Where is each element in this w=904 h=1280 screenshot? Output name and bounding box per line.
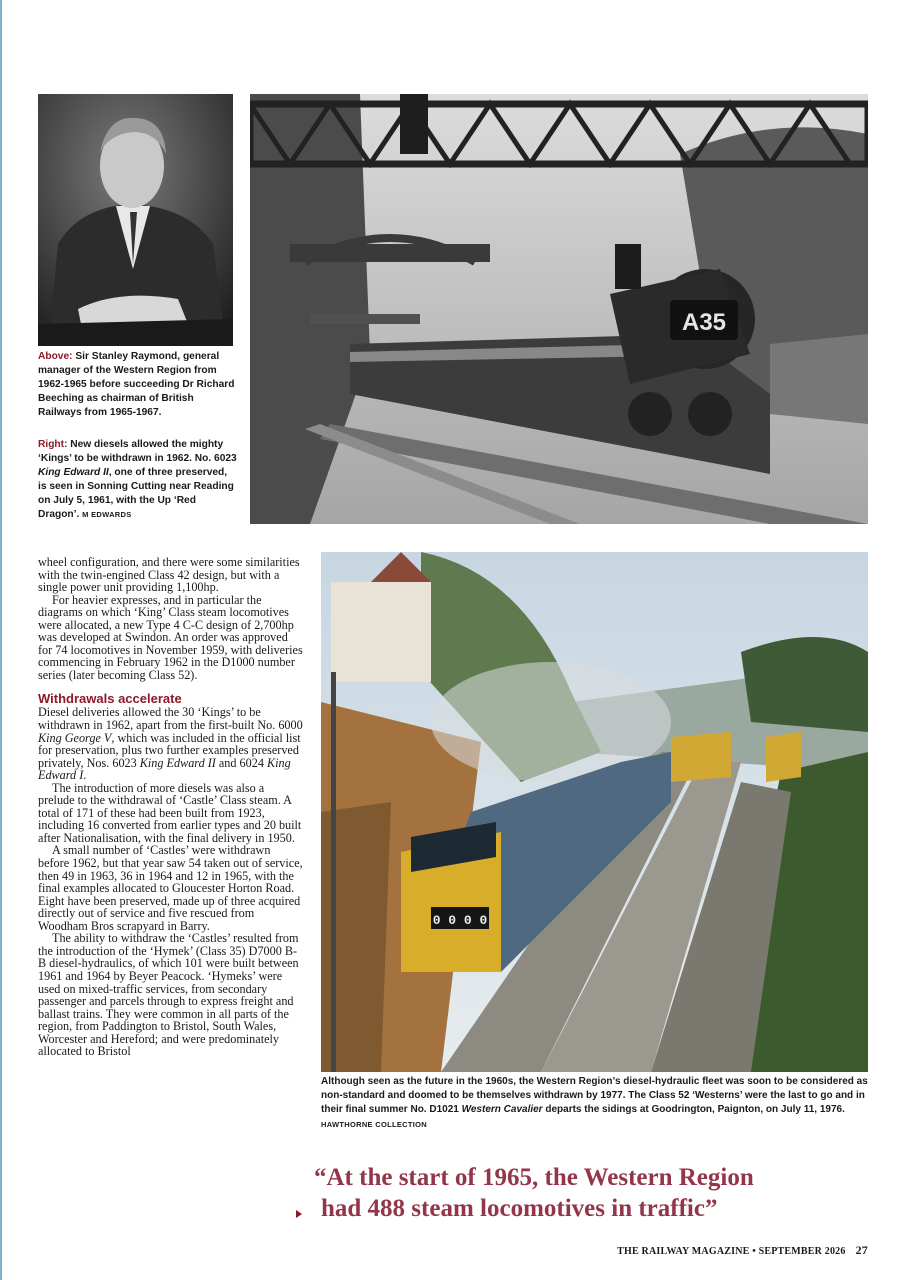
caption-diesel	[321, 1075, 868, 1132]
paragraph-3-italic-3: King Edward I	[38, 755, 291, 783]
steam-headboard-text: A35	[681, 309, 727, 336]
pull-quote-line-1: “At the start of 1965, the Western Region	[314, 1164, 754, 1191]
caption-right-credit: M EDWARDS	[82, 510, 132, 519]
page-edge-line	[0, 0, 2, 1280]
page-number: 27	[855, 1243, 868, 1257]
paragraph-3-part-d: .	[83, 768, 87, 783]
diesel-locomotive-photo	[321, 552, 868, 1072]
pull-quote-arrow-icon	[296, 1210, 302, 1218]
caption-above-lead: Above:	[38, 351, 73, 362]
caption-right-text2: , one of three preserved, is seen in Sonning Cutting near Reading on July 5, 1961, with the Up ‘Red Dragon’.	[38, 467, 234, 520]
paragraph-3-part-b: , which was included in the official list for preservation, plus two further examples preserved privately, Nos. 6023	[38, 730, 301, 770]
footer-magazine: THE RAILWAY MAGAZINE • SEPTEMBER 2026	[617, 1246, 846, 1257]
paragraph-6: The ability to withdraw the ‘Castles’ resulted from the introduction of the ‘Hymek’ (Class 35) D7000 B-B diesel-hydraulics, of which 101 were built between 1961 and 1964 by Beyer Peacock. ‘Hymeks’ were used on mixed-traffic services, from secondary passenger and parcels through to express freight and ballast trains. They were common in all parts of the region, from Paddington to Bristol, South Wales, Worcester and Hereford; and were predominately allocated to Bristol	[38, 931, 299, 1059]
paragraph-3-italic-2: King Edward II	[139, 755, 216, 770]
article-body	[38, 556, 303, 1058]
paragraph-3-italic-1: King George V	[38, 730, 112, 745]
paragraph-1: wheel configuration, and there were some similarities with the twin-engined Class 42 design, but with a single power unit providing 1,100hp.	[38, 555, 300, 595]
pull-quote	[314, 1162, 874, 1224]
caption-above-text: Sir Stanley Raymond, general manager of the Western Region from 1962-1965 before succeeding Dr Richard Beeching as chairman of British Railways from 1965-1967.	[38, 351, 235, 418]
paragraph-3-part-c: and 6024	[218, 755, 264, 770]
section-heading: Withdrawals accelerate	[38, 691, 182, 707]
caption-right-italic: King Edward II	[38, 467, 109, 478]
portrait-photo	[38, 94, 233, 346]
paragraph-3-part-a: Diesel deliveries allowed the 30 ‘Kings’ to be withdrawn in 1962, apart from the first-built No. 6000	[38, 705, 303, 733]
caption-diesel-credit: HAWTHORNE COLLECTION	[321, 1119, 427, 1129]
paragraph-2: For heavier expresses, and in particular the diagrams on which ‘King’ Class steam locomotives were allocated, a new Type 4 C-C design of 2,700hp was developed at Swindon. An order was approved for 74 locomotives in November 1959, with deliveries commencing in February 1962 in the D1000 number series (later becoming Class 52).	[38, 592, 303, 682]
page-footer	[617, 1243, 868, 1258]
caption-right-lead: Right:	[38, 439, 68, 450]
caption-diesel-text2: departs the sidings at Goodrington, Paignton, on July 11, 1976.	[545, 1104, 845, 1116]
paragraph-5: A small number of ‘Castles’ were withdrawn before 1962, but that year saw 54 taken out of service, then 49 in 1963, 36 in 1964 and 12 in 1965, with the final examples allocated to Gloucester Horton Road. Eight have been preserved, made up of three acquired directly out of service and five rescued from Woodham Bros scrapyard in Barry.	[38, 843, 303, 933]
caption-above	[38, 350, 238, 420]
caption-diesel-italic: Western Cavalier	[461, 1104, 543, 1116]
pull-quote-line-2: had 488 steam locomotives in traffic”	[321, 1195, 718, 1222]
caption-right	[38, 438, 238, 522]
caption-right-text1: New diesels allowed the mighty ‘Kings’ to be withdrawn in 1962. No. 6023	[38, 439, 237, 464]
paragraph-4: The introduction of more diesels was also a prelude to the withdrawal of ‘Castle’ Class steam. A total of 171 of these had been built from 1923, including 16 converted from earlier types and 20 built after Nationalisation, with the final delivery in 1950.	[38, 780, 302, 845]
diesel-headcode-text: 0 0 0 0	[432, 913, 488, 928]
paragraph-3	[38, 706, 303, 781]
caption-diesel-text1: Although seen as the future in the 1960s, the Western Region’s diesel-hydraulic fleet was soon to be considered as non-standard and doomed to be themselves withdrawn by 1977. The Class 52 ‘Westerns’ were the last to go and in their final summer No. D1021	[321, 1076, 868, 1116]
steam-locomotive-photo	[250, 94, 868, 524]
